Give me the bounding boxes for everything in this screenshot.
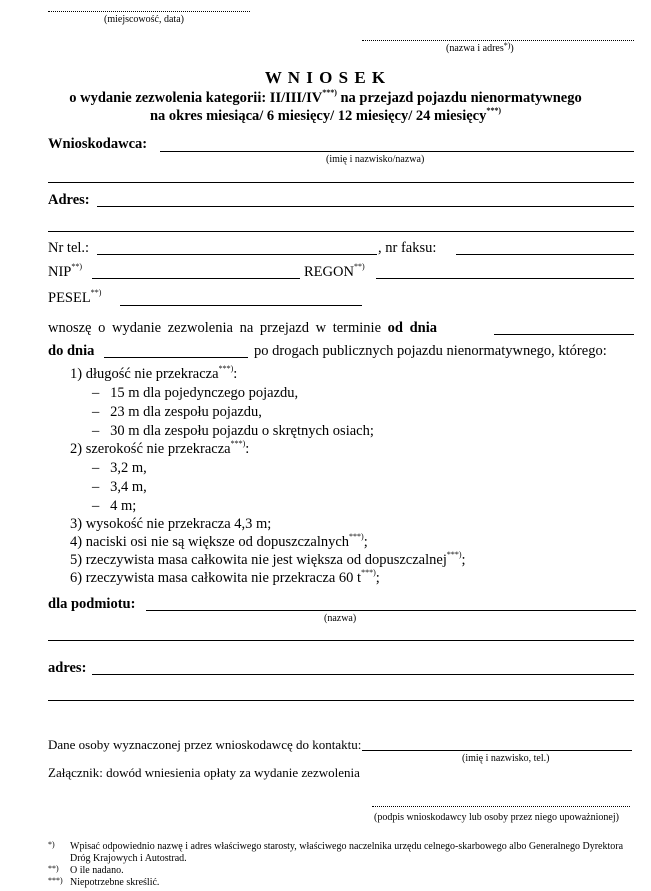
condition-1: 1) długość nie przekracza***): [70, 364, 238, 382]
footnote-3-mark: ***) [48, 876, 63, 885]
footnote-2-text: O ile nadano. [70, 865, 124, 876]
place-date-label: (miejscowość, data) [104, 14, 184, 25]
condition-3: 3) wysokość nie przekracza 4,3 m; [70, 516, 272, 532]
footnote-1-text-2: Dróg Krajowych i Autostrad. [70, 853, 187, 864]
attachment-note: Załącznik: dowód wniesienia opłaty za wydanie zezwolenia [48, 765, 360, 780]
applicant-name-field[interactable] [160, 151, 634, 152]
request-line-1: wnoszę o wydanie zezwolenia na przejazd w terminie od dnia [48, 320, 437, 336]
pesel-field[interactable] [120, 305, 362, 306]
condition-6: 6) rzeczywista masa całkowita nie przekracza 60 t***); [70, 568, 380, 586]
date-to-field[interactable] [104, 357, 248, 358]
entity-name-field-2[interactable] [48, 640, 634, 641]
entity-sublabel: (nazwa) [324, 613, 357, 624]
footnote-2-mark: **) [48, 864, 59, 873]
title-line-2: na okres miesiąca/ 6 miesięcy/ 12 miesięcy/ 24 miesięcy***) [149, 106, 502, 124]
nip-label: NIP**) [48, 262, 83, 280]
condition-2a: – 3,2 m, [92, 460, 147, 476]
pesel-label: PESEL**) [48, 288, 102, 306]
fax-field[interactable] [456, 254, 634, 255]
recipient-line[interactable] [362, 39, 634, 41]
contact-field[interactable] [362, 750, 632, 751]
signature-line[interactable] [372, 805, 630, 807]
entity-address-field-2[interactable] [48, 700, 634, 701]
condition-1c: – 30 m dla zespołu pojazdu o skrętnych osiach; [92, 423, 374, 439]
address-field[interactable] [97, 206, 634, 207]
fax-label: , nr faksu: [378, 240, 437, 256]
contact-label: Dane osoby wyznaczonej przez wnioskodawcę do kontaktu: [48, 737, 362, 752]
recipient-label: (nazwa i adres*)) [446, 41, 514, 54]
applicant-label: Wnioskodawca: [48, 136, 148, 152]
request-line-2: po drogach publicznych pojazdu nienormatywnego, którego: [254, 343, 607, 359]
entity-label: dla podmiotu: [48, 596, 136, 612]
condition-2c: – 4 m; [92, 498, 137, 514]
condition-4: 4) naciski osi nie są większe od dopuszczalnych***); [70, 532, 368, 550]
contact-sublabel: (imię i nazwisko, tel.) [462, 753, 550, 764]
applicant-name-field-2[interactable] [48, 182, 634, 183]
address-label: Adres: [48, 192, 90, 208]
condition-1b: – 23 m dla zespołu pojazdu, [92, 404, 262, 420]
applicant-sublabel: (imię i nazwisko/nazwa) [326, 154, 425, 165]
condition-2b: – 3,4 m, [92, 479, 147, 495]
condition-2: 2) szerokość nie przekracza***): [70, 439, 250, 457]
title-line-1: o wydanie zezwolenia kategorii: II/III/IV***) na przejazd pojazdu nienormatywnego [69, 88, 582, 106]
entity-name-field[interactable] [146, 610, 636, 611]
date-from-field[interactable] [494, 334, 634, 335]
regon-label: REGON**) [304, 262, 365, 280]
entity-address-label: adres: [48, 660, 87, 676]
entity-address-field[interactable] [92, 674, 634, 675]
condition-5: 5) rzeczywista masa całkowita nie jest większa od dopuszczalnej***); [70, 550, 466, 568]
phone-field[interactable] [97, 254, 377, 255]
footnote-1-mark: *) [48, 840, 55, 849]
regon-field[interactable] [376, 278, 634, 279]
date-to-label: do dnia [48, 343, 95, 359]
nip-field[interactable] [92, 278, 300, 279]
phone-label: Nr tel.: [48, 240, 90, 256]
address-field-2[interactable] [48, 231, 634, 232]
footnote-1-text: Wpisać odpowiednio nazwę i adres właściwego starosty, właściwego naczelnika urzędu celnego-skarbowego albo Generalnego Dyrektora [70, 841, 624, 852]
footnote-3-text: Niepotrzebne skreślić. [70, 877, 160, 888]
condition-1a: – 15 m dla pojedynczego pojazdu, [92, 385, 299, 401]
document-title: W N I O S E K [264, 68, 387, 87]
place-date-line[interactable] [48, 10, 250, 12]
signature-label: (podpis wnioskodawcy lub osoby przez niego upoważnionej) [374, 812, 619, 823]
